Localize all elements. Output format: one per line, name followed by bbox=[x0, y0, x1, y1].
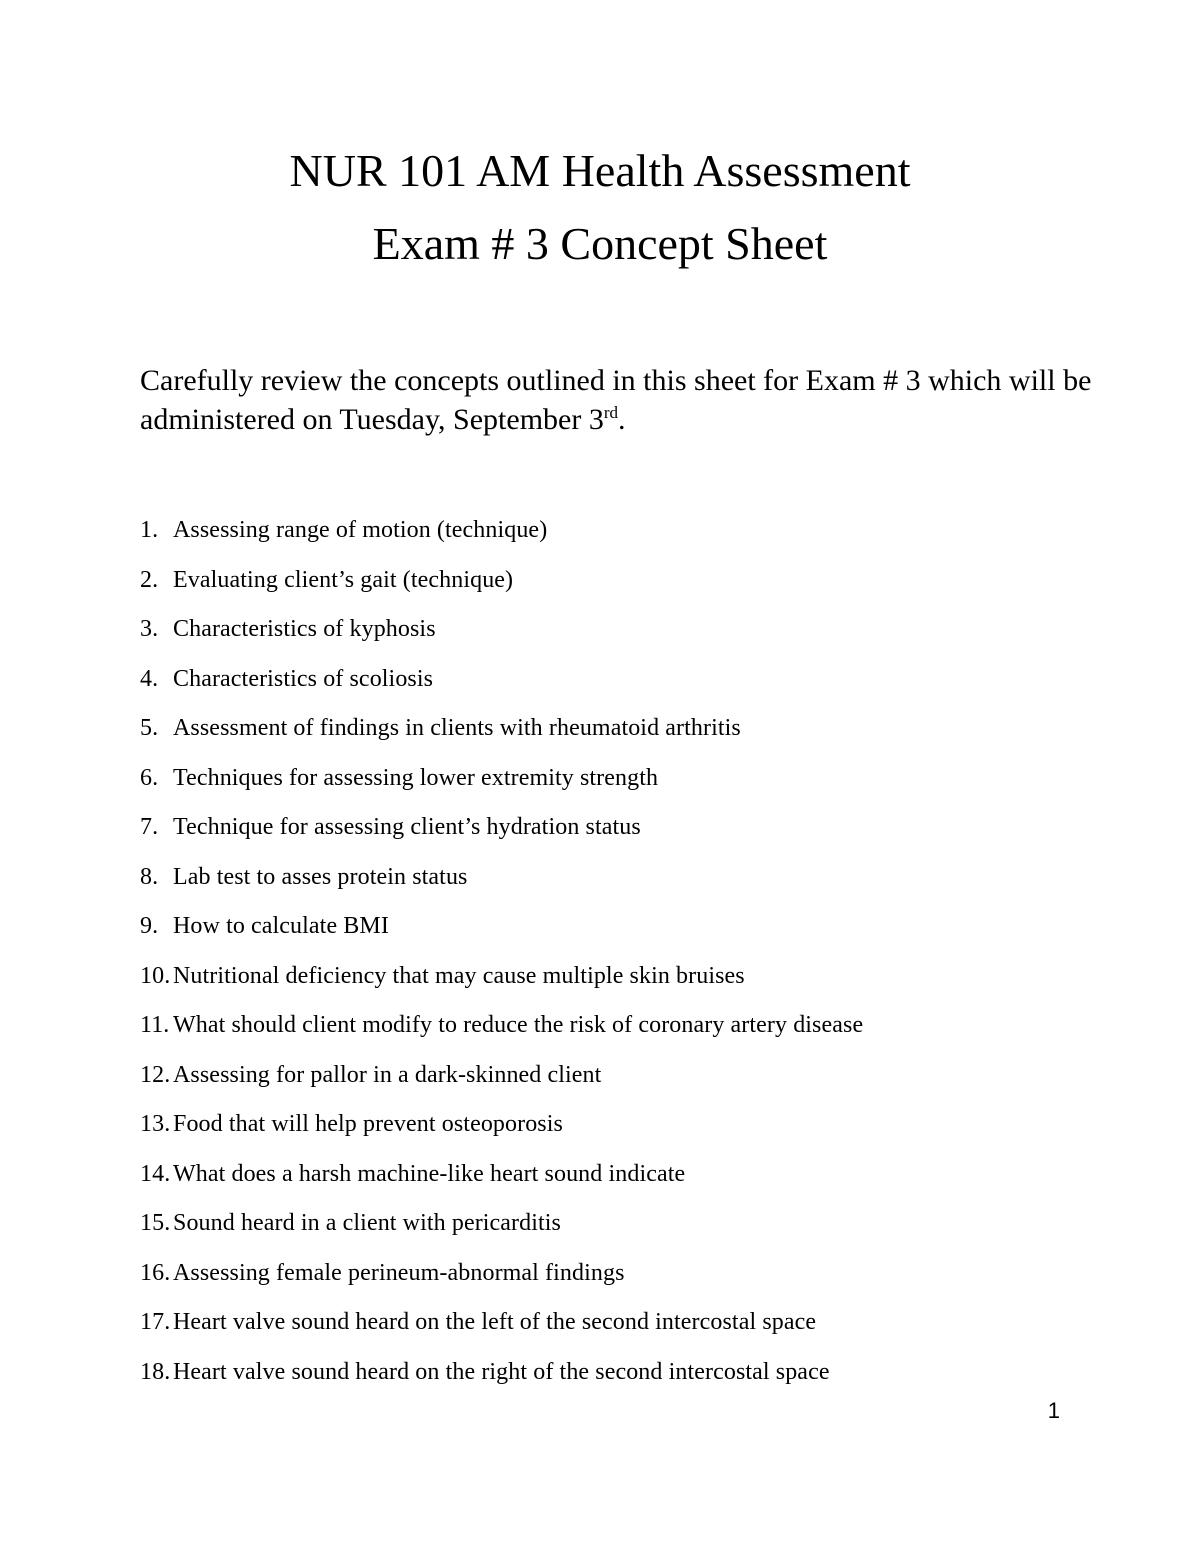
list-item-text: What does a harsh machine-like heart sound indicate bbox=[173, 1160, 686, 1187]
list-item-text: Assessing range of motion (technique) bbox=[173, 517, 548, 543]
list-item-number: 16. bbox=[140, 1259, 171, 1286]
list-item-text: Techniques for assessing lower extremity strength bbox=[173, 764, 659, 791]
list-item bbox=[140, 853, 1100, 903]
list-item-text: What should client modify to reduce the risk of coronary artery disease bbox=[173, 1012, 864, 1038]
list-item bbox=[140, 1199, 1100, 1249]
list-item-number: 10. bbox=[140, 962, 171, 989]
list-item-text: How to calculate BMI bbox=[173, 913, 389, 939]
list-item-number: 6. bbox=[140, 764, 159, 791]
list-item bbox=[140, 803, 1100, 853]
list-item-text: Assessing female perineum-abnormal findings bbox=[173, 1259, 625, 1286]
list-item-number: 18. bbox=[140, 1358, 171, 1385]
list-item bbox=[140, 754, 1100, 804]
page-number: 1 bbox=[1047, 1398, 1060, 1423]
list-item-text: Heart valve sound heard on the right of the second intercostal space bbox=[173, 1358, 830, 1385]
list-item bbox=[140, 704, 1100, 754]
document-subtitle: Exam # 3 Concept Sheet bbox=[372, 218, 828, 269]
list-item-number: 11. bbox=[140, 1012, 170, 1038]
list-item-text: Evaluating client’s gait (technique) bbox=[173, 566, 514, 593]
list-item-text: Assessment of findings in clients with rheumatoid arthritis bbox=[173, 715, 741, 741]
list-item-text: Assessing for pallor in a dark-skinned client bbox=[173, 1061, 602, 1088]
list-item bbox=[140, 506, 1100, 556]
list-item-text: Characteristics of kyphosis bbox=[173, 616, 436, 642]
list-item-number: 7. bbox=[140, 814, 159, 840]
list-item-text: Nutritional deficiency that may cause multiple skin bruises bbox=[173, 962, 745, 989]
list-item-number: 14. bbox=[140, 1160, 171, 1187]
list-item-number: 4. bbox=[140, 665, 159, 692]
list-item-text: Sound heard in a client with pericarditis bbox=[173, 1210, 561, 1236]
list-item-number: 2. bbox=[140, 566, 159, 593]
list-item-text: Characteristics of scoliosis bbox=[173, 665, 434, 692]
list-item bbox=[140, 1348, 1100, 1398]
list-item-number: 5. bbox=[140, 715, 159, 741]
intro-suffix: . bbox=[618, 403, 626, 436]
list-item-number: 1. bbox=[140, 517, 159, 543]
list-item-number: 17. bbox=[140, 1309, 171, 1335]
list-item bbox=[140, 655, 1100, 705]
list-item bbox=[140, 1298, 1100, 1348]
list-item-text: Technique for assessing client’s hydration status bbox=[173, 814, 641, 840]
intro-paragraph bbox=[140, 361, 1100, 439]
list-item bbox=[140, 1249, 1100, 1299]
list-item-text: Lab test to asses protein status bbox=[173, 863, 468, 890]
list-item-number: 13. bbox=[140, 1111, 171, 1137]
list-item-number: 8. bbox=[140, 863, 159, 890]
list-item bbox=[140, 556, 1100, 606]
list-item-text: Food that will help prevent osteoporosis bbox=[173, 1111, 563, 1137]
list-item bbox=[140, 605, 1100, 655]
list-item bbox=[140, 1051, 1100, 1101]
list-item-number: 3. bbox=[140, 616, 159, 642]
intro-text: Carefully review the concepts outlined in this sheet for Exam # 3 which will be administered on Tuesday, September 3 bbox=[140, 364, 1092, 436]
list-item bbox=[140, 1100, 1100, 1150]
list-item bbox=[140, 952, 1100, 1002]
list-item-number: 12. bbox=[140, 1061, 171, 1088]
concept-list bbox=[140, 506, 1100, 1397]
list-item-number: 9. bbox=[140, 913, 159, 939]
intro-superscript: rd bbox=[603, 403, 618, 422]
list-item bbox=[140, 902, 1100, 952]
list-item bbox=[140, 1150, 1100, 1200]
list-item-text: Heart valve sound heard on the left of the second intercostal space bbox=[173, 1309, 817, 1335]
list-item bbox=[140, 1001, 1100, 1051]
list-item-number: 15. bbox=[140, 1210, 171, 1236]
document-title: NUR 101 AM Health Assessment bbox=[289, 145, 911, 196]
